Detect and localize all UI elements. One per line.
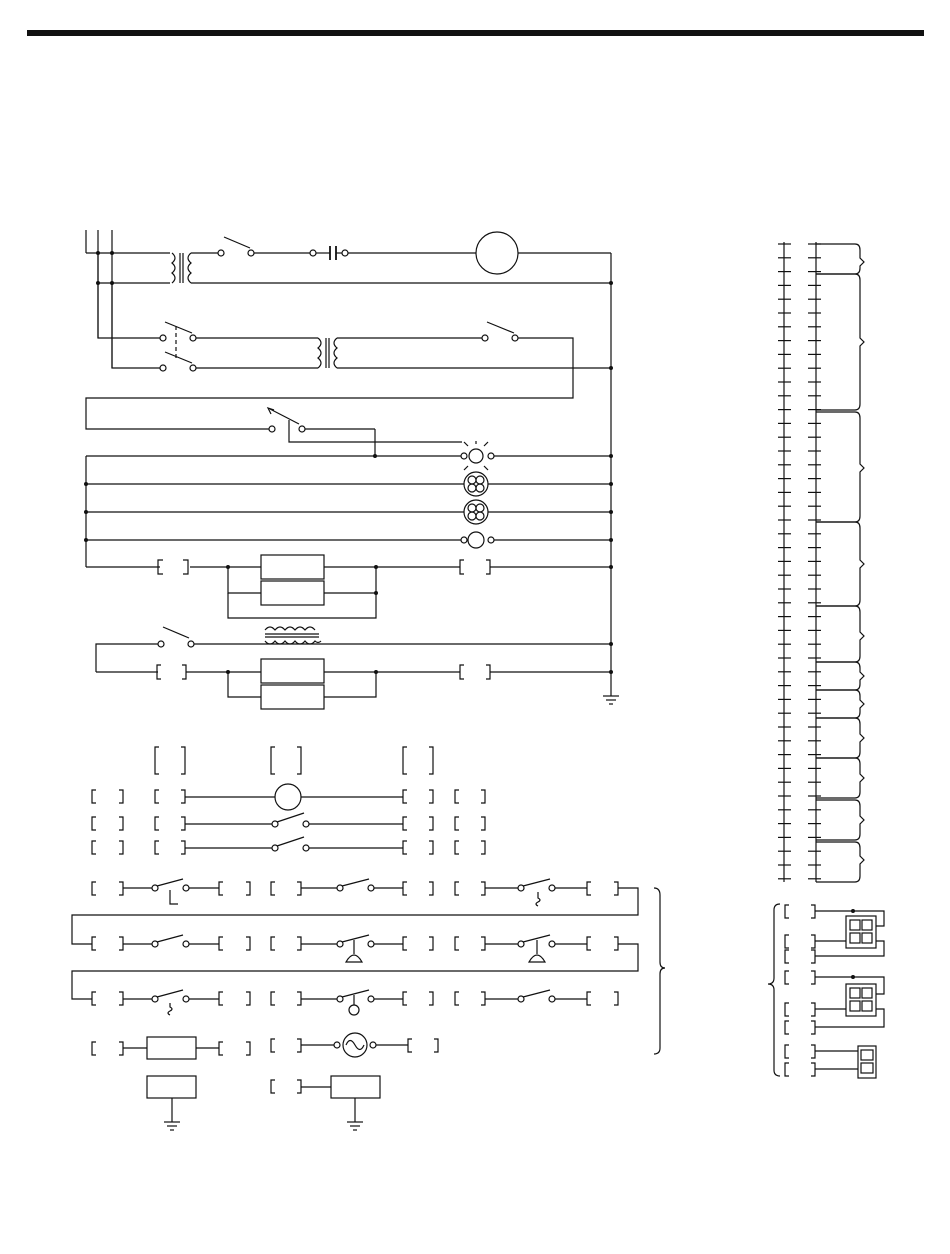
fan-symbol <box>464 472 488 496</box>
heater-element <box>261 555 324 579</box>
control-module <box>147 1076 196 1098</box>
motor-rung <box>172 232 613 285</box>
thermostat-rung <box>268 408 462 458</box>
lamp-rungs <box>84 441 613 567</box>
motor-symbol <box>476 232 518 274</box>
heater-element <box>261 685 324 709</box>
heater-element <box>261 581 324 605</box>
control-module <box>147 1037 196 1059</box>
float-switch-symbol <box>349 1005 359 1015</box>
pressure-switch-symbol <box>346 955 362 962</box>
ladder-diagram <box>84 230 619 709</box>
motor-symbol <box>275 784 301 810</box>
connector-diagram <box>72 747 665 1130</box>
terminal-strip <box>778 242 864 882</box>
fan-symbol <box>464 500 488 524</box>
plug-connectors <box>768 904 884 1078</box>
control-module <box>331 1076 380 1098</box>
heater-rungs <box>86 555 619 709</box>
motor-switch-blade <box>224 237 250 248</box>
lamp-symbol <box>468 532 484 548</box>
transformer-rung <box>86 253 613 429</box>
pressure-switch-symbol <box>529 955 545 962</box>
indicator-lamp <box>469 449 483 463</box>
heater-element <box>261 659 324 683</box>
